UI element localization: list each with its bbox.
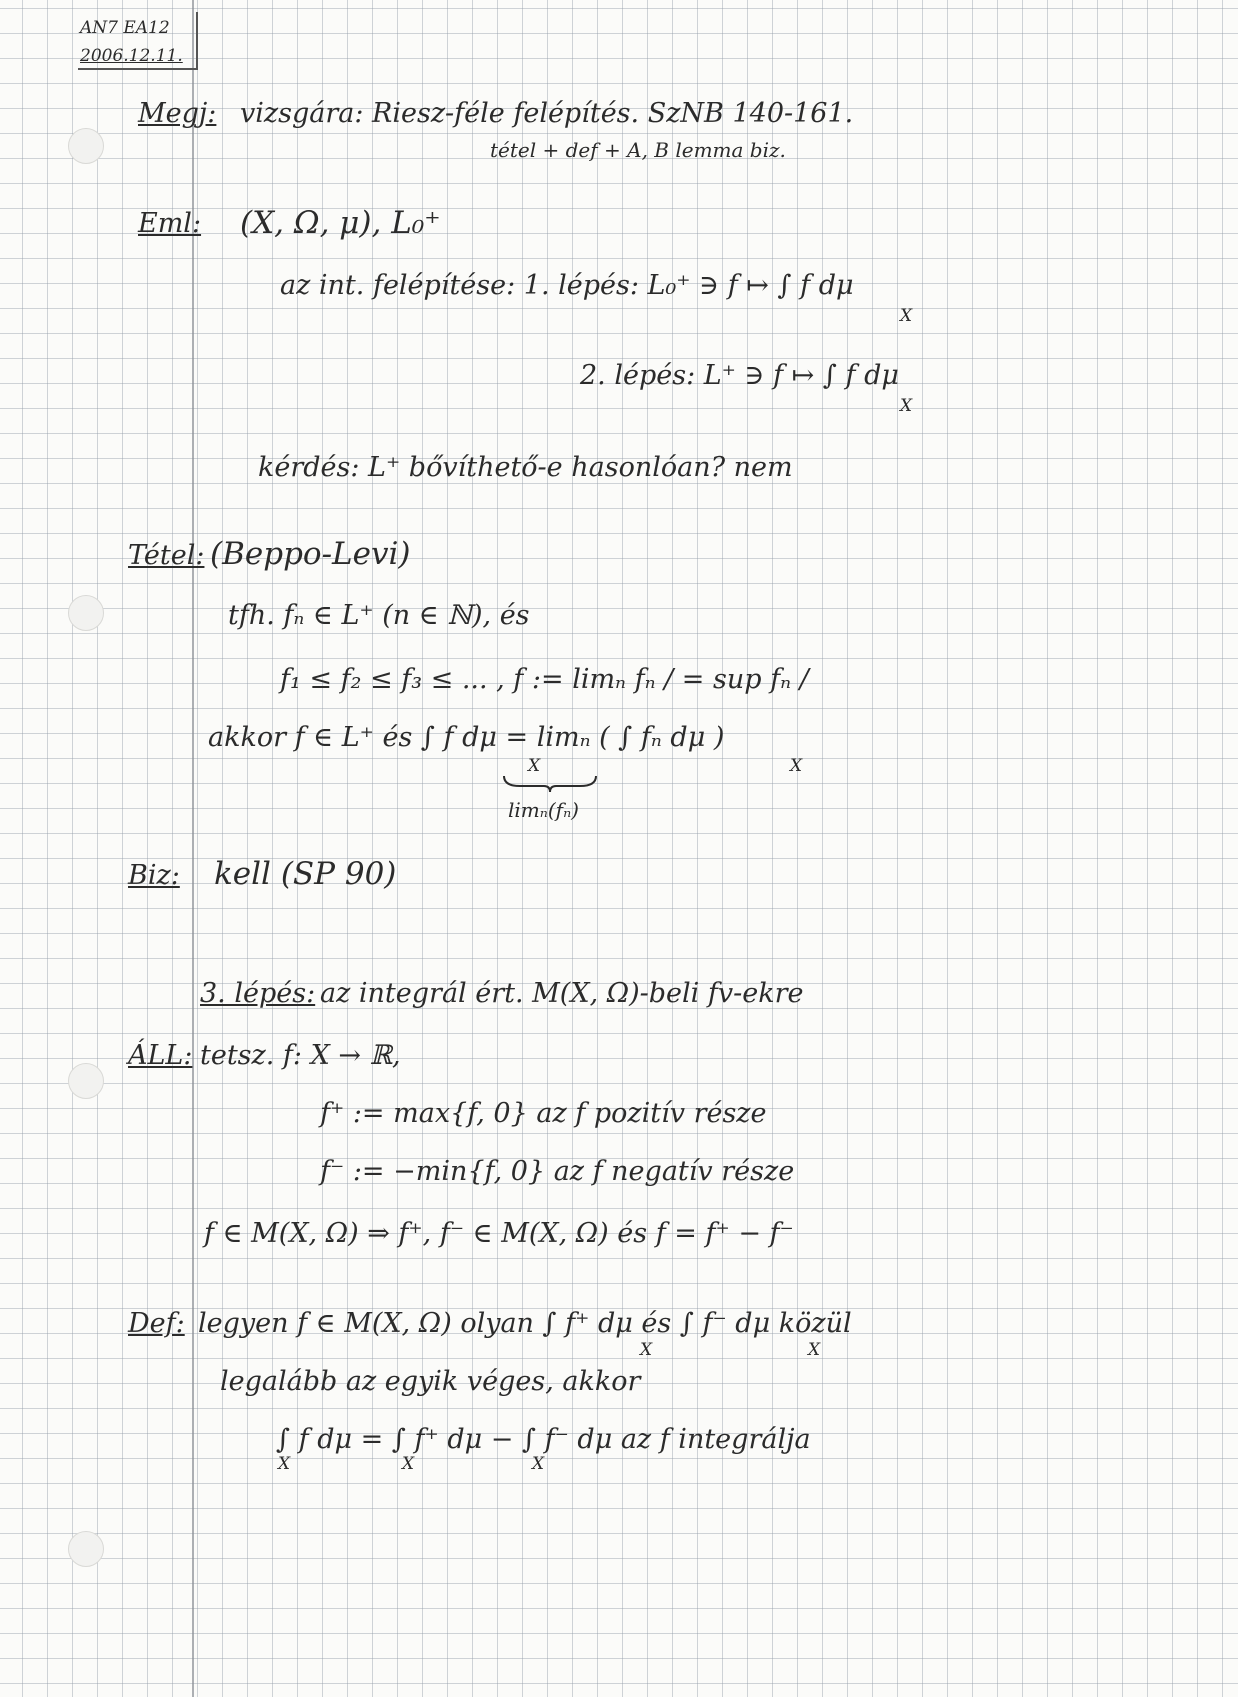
all-line2: f⁺ := max{f, 0} az f pozitív része	[320, 1098, 767, 1129]
eml-question: kérdés: L⁺ bővíthető-e hasonlóan? nem	[258, 452, 793, 483]
tetel-brace-label: limₙ(fₙ)	[508, 798, 579, 822]
eml-space: (X, Ω, μ), L₀⁺	[240, 205, 441, 241]
biz-label: Biz:	[128, 860, 180, 891]
tetel-line2: f₁ ≤ f₂ ≤ f₃ ≤ ... , f := limₙ fₙ / = sup fₙ /	[280, 664, 809, 695]
tetel-name: (Beppo-Levi)	[210, 536, 411, 572]
tetel-line1: tfh. fₙ ∈ L⁺ (n ∈ ℕ), és	[228, 600, 530, 631]
def-line3-sub3: X	[532, 1454, 545, 1474]
biz-text: kell (SP 90)	[214, 856, 397, 892]
def-line3-sub2: X	[402, 1454, 415, 1474]
all-line1: tetsz. f: X → ℝ,	[200, 1040, 401, 1071]
tetel-under-right: X	[790, 756, 803, 776]
tetel-line3: akkor f ∈ L⁺ és ∫ f dμ = limₙ ( ∫ fₙ dμ )	[208, 722, 725, 753]
all-line4: f ∈ M(X, Ω) ⇒ f⁺, f⁻ ∈ M(X, Ω) és f = f⁺ − f⁻	[204, 1218, 794, 1249]
punch-hole	[68, 128, 104, 164]
punch-hole	[68, 595, 104, 631]
megj-text: vizsgára: Riesz-féle felépítés. SzNB 140-161.	[240, 98, 854, 129]
def-line1: legyen f ∈ M(X, Ω) olyan ∫ f⁺ dμ és ∫ f⁻ dμ közül	[198, 1308, 852, 1339]
eml-step1-sub: X	[900, 306, 913, 326]
all-line3: f⁻ := −min{f, 0} az f negatív része	[320, 1156, 795, 1187]
punch-hole	[68, 1531, 104, 1567]
def-line1-sub2: X	[808, 1340, 821, 1360]
tetel-label: Tétel:	[128, 540, 205, 571]
underbrace	[500, 772, 600, 794]
def-line1-sub1: X	[640, 1340, 653, 1360]
step3-text: az integrál ért. M(X, Ω)-beli fv-ekre	[320, 978, 804, 1009]
eml-step2: 2. lépés: L⁺ ∋ f ↦ ∫ f dμ	[580, 360, 899, 391]
megj-label: Megj:	[138, 98, 217, 129]
def-label: Def:	[128, 1308, 185, 1339]
def-line3-sub1: X	[278, 1454, 291, 1474]
header-date: 2006.12.11.	[80, 46, 183, 66]
eml-label: Eml:	[138, 208, 202, 239]
header-course: AN7 EA12	[80, 18, 170, 38]
tetel-under-left: X	[528, 756, 541, 776]
punch-hole	[68, 1063, 104, 1099]
def-line2: legalább az egyik véges, akkor	[220, 1366, 641, 1397]
def-line3: ∫ f dμ = ∫ f⁺ dμ − ∫ f⁻ dμ az f integrálja	[276, 1424, 811, 1455]
margin-line	[192, 0, 194, 1697]
step3-label: 3. lépés:	[200, 978, 316, 1009]
eml-step1: az int. felépítése: 1. lépés: L₀⁺ ∋ f ↦ ∫ f dμ	[280, 270, 854, 301]
eml-step2-sub: X	[900, 396, 913, 416]
all-label: ÁLL:	[128, 1040, 193, 1071]
megj-line2: tétel + def + A, B lemma biz.	[490, 138, 786, 162]
